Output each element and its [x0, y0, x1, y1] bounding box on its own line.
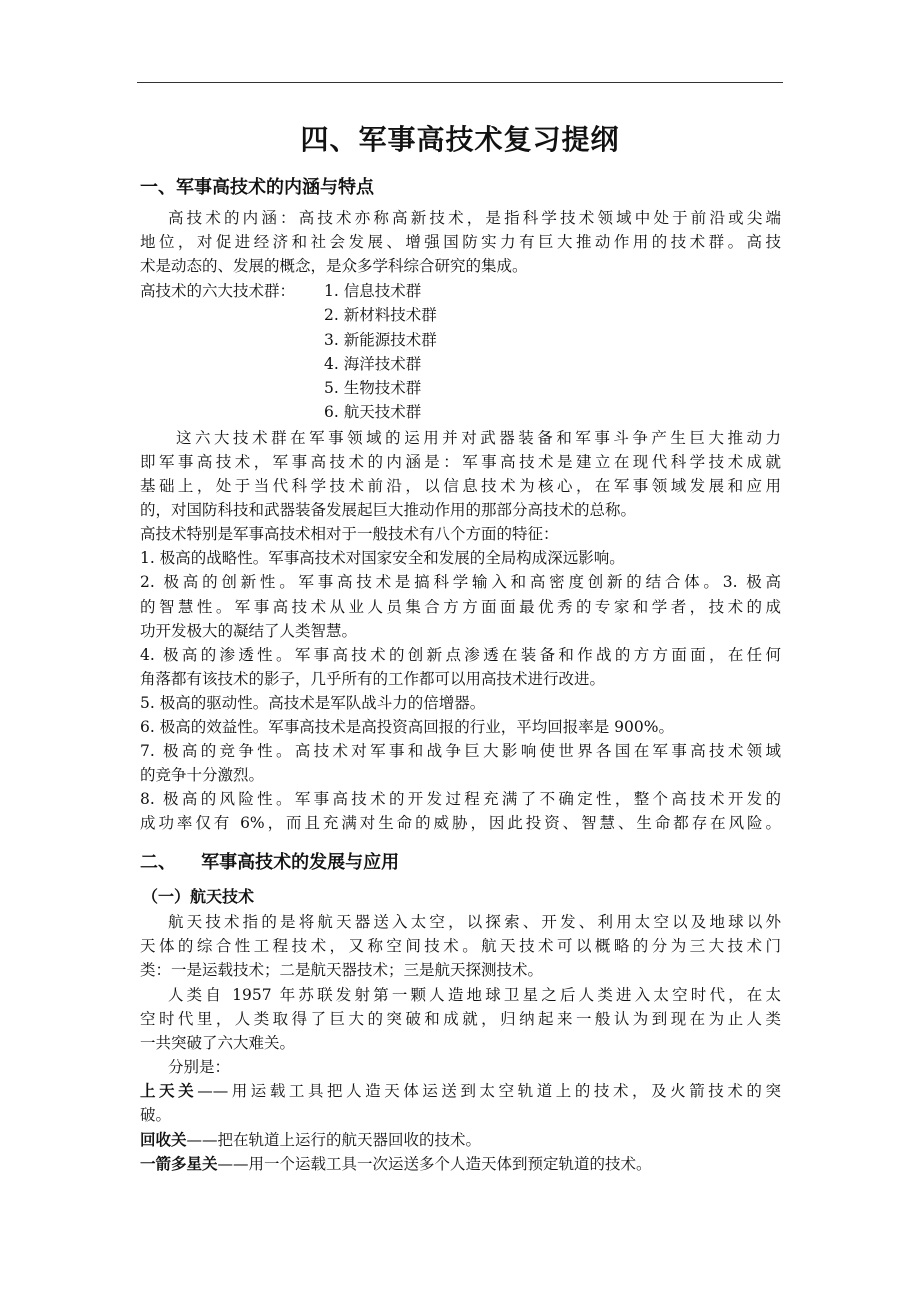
feature-line: 4. 极高的渗透性。军事高技术的创新点渗透在装备和作战的方方面面，在任何	[140, 646, 781, 664]
intro-line: 高技术的内涵：高技术亦称高新技术，是指科学技术领域中处于前沿或尖端	[168, 209, 781, 227]
group-item: 1. 信息技术群	[324, 282, 422, 300]
page-title: 四、军事高技术复习提纲	[300, 123, 620, 156]
definition-line: 高技术特别是军事高技术相对于一般技术有八个方面的特征：	[140, 525, 559, 543]
feature-line: 5. 极高的驱动性。高技术是军队战斗力的倍增器。	[140, 694, 486, 712]
history-para-line: 人类自 1957 年苏联发射第一颗人造地球卫星之后人类进入太空时代，在太	[168, 986, 781, 1004]
feature-line: 角落都有该技术的影子，几乎所有的工作都可以用高技术进行改进。	[140, 670, 606, 688]
list-item	[140, 1079, 781, 1103]
feature-line: 7. 极高的竞争性。高技术对军事和战争巨大影响使世界各国在军事高技术领域	[140, 742, 781, 760]
feature-line: 功开发极大的凝结了人类智慧。	[140, 622, 358, 640]
history-para-line: 一共突破了六大难关。	[140, 1034, 296, 1052]
group-item: 6. 航天技术群	[324, 403, 422, 421]
space-para-line: 航天技术指的是将航天器送入太空，以探索、开发、利用太空以及地球以外	[168, 913, 781, 931]
intro-line: 地位，对促进经济和社会发展、增强国防实力有巨大推动作用的技术群。高技	[140, 233, 781, 251]
subsection-heading: （一）航天技术	[142, 887, 255, 906]
feature-line: 6. 极高的效益性。军事高技术是高投资高回报的行业，平均回报率是 900%。	[140, 718, 674, 736]
feature-line: 成功率仅有 6%，而且充满对生命的威胁，因此投资、智慧、生命都存在风险。	[140, 814, 781, 832]
feature-line: 的竞争十分激烈。	[140, 766, 265, 784]
groups-label: 高技术的六大技术群：	[140, 282, 296, 300]
section1-heading: 一、军事高技术的内涵与特点	[140, 177, 374, 198]
list-intro: 分别是：	[168, 1058, 231, 1076]
list-text: ——用一个运载工具一次运送多个人造天体到预定轨道的技术。	[217, 1155, 652, 1173]
feature-line: 8. 极高的风险性。军事高技术的开发过程充满了不确定性，整个高技术开发的	[140, 790, 781, 808]
definition-line: 基础上，处于当代科学技术前沿，以信息技术为核心，在军事领域发展和应用	[140, 477, 781, 495]
space-para-line: 天体的综合性工程技术，又称空间技术。航天技术可以概略的分为三大技术门	[140, 937, 781, 955]
history-para-line: 空时代里，人类取得了巨大的突破和成就，归纳起来一般认为到现在为止人类	[140, 1010, 781, 1028]
definition-line: 的，对国防科技和武器装备发展起巨大推动作用的那部分高技术的总称。	[140, 501, 637, 519]
list-item	[140, 1152, 652, 1176]
definition-line: 这六大技术群在军事领域的运用并对武器装备和军事斗争产生巨大推动力	[176, 429, 781, 447]
list-term: 回收关	[140, 1131, 187, 1149]
group-item: 2. 新材料技术群	[324, 306, 437, 324]
section2-heading: 二、 军事高技术的发展与应用	[140, 852, 400, 873]
intro-line: 术是动态的、发展的概念，是众多学科综合研究的集成。	[140, 257, 528, 275]
group-item: 3. 新能源技术群	[324, 331, 437, 349]
list-text: ——用运载工具把人造天体运送到太空轨道上的技术，及火箭技术的突	[197, 1082, 781, 1100]
list-text: 破。	[140, 1106, 172, 1124]
feature-line: 2. 极高的创新性。军事高技术是搞科学输入和高密度创新的结合体。3. 极高	[140, 573, 781, 591]
header-rule	[137, 82, 783, 83]
list-item	[140, 1128, 481, 1152]
group-item: 5. 生物技术群	[324, 379, 422, 397]
space-para-line: 类：一是运载技术；二是航天器技术；三是航天探测技术。	[140, 961, 544, 979]
feature-line: 的智慧性。军事高技术从业人员集合方方面面最优秀的专家和学者，技术的成	[140, 598, 781, 616]
list-text: ——把在轨道上运行的航天器回收的技术。	[186, 1131, 482, 1149]
feature-line: 1. 极高的战略性。军事高技术对国家安全和发展的全局构成深远影响。	[140, 549, 625, 567]
definition-line: 即军事高技术，军事高技术的内涵是：军事高技术是建立在现代科学技术成就	[140, 453, 781, 471]
list-term: 一箭多星关	[140, 1155, 218, 1173]
group-item: 4. 海洋技术群	[324, 355, 422, 373]
list-term: 上天关	[140, 1082, 198, 1100]
